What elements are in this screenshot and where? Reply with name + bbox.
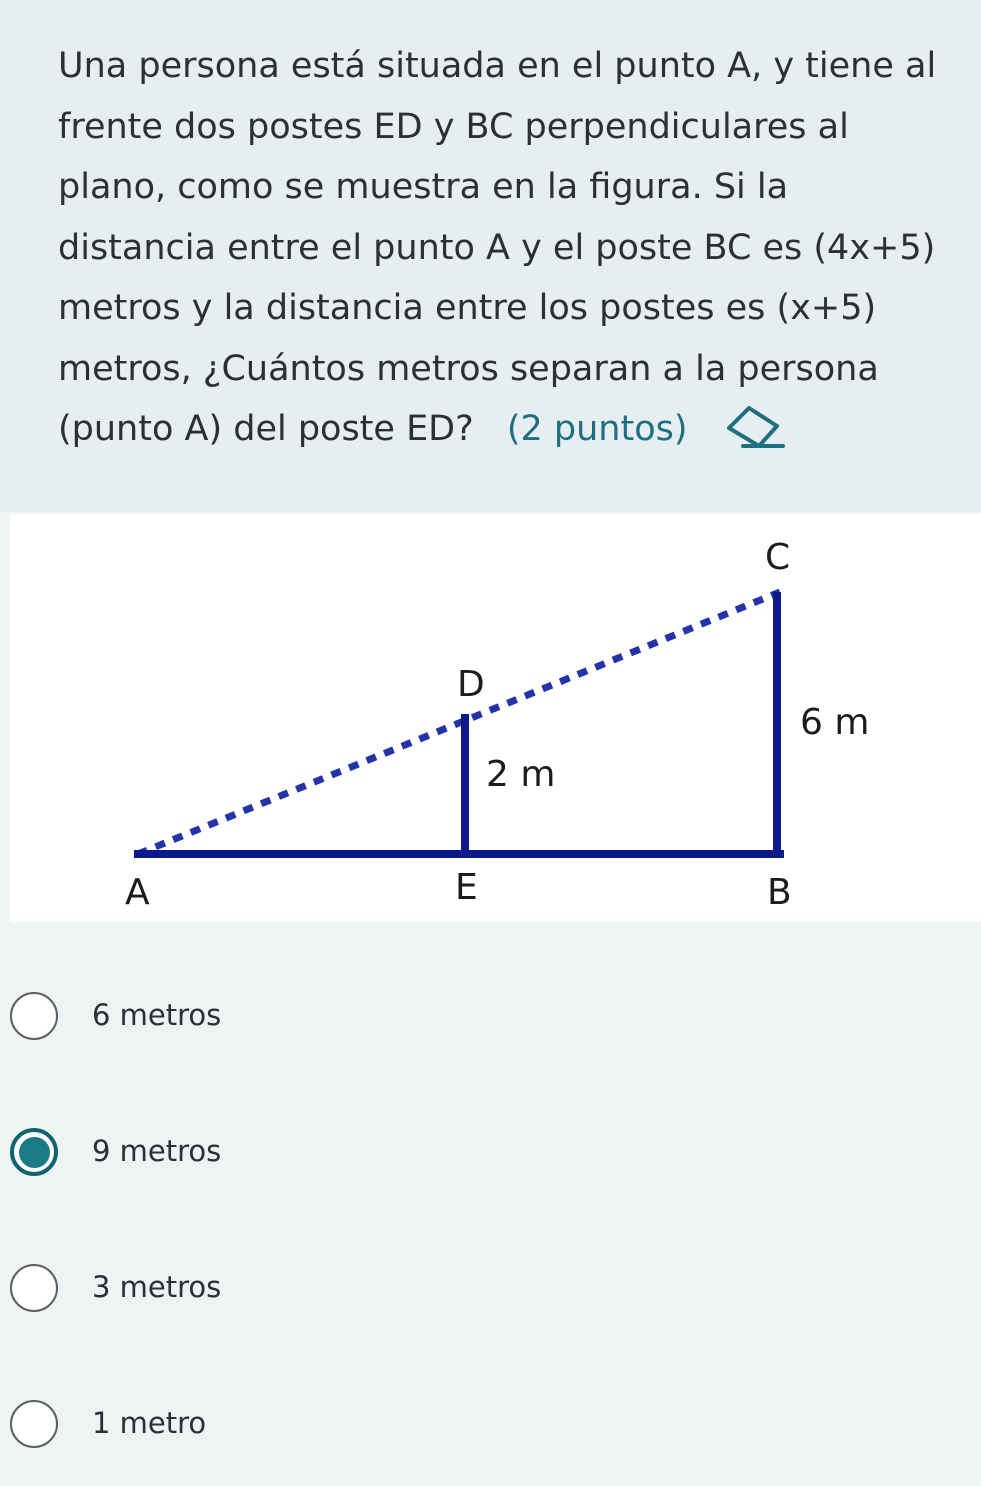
points-badge: (2 puntos) (506, 409, 688, 449)
question-line-last (58, 399, 958, 470)
question-line: distancia entre el punto A y el poste BC es (4x+5) (58, 227, 936, 268)
option-label: 3 metros (92, 1270, 222, 1304)
label-d: D (457, 664, 485, 705)
option-1-metro[interactable] (0, 1376, 981, 1486)
label-a: A (125, 872, 150, 913)
option-3-metros[interactable] (0, 1240, 981, 1350)
figure-panel (10, 514, 981, 922)
label-b: B (767, 872, 792, 913)
eraser-icon[interactable] (725, 406, 787, 470)
question-line: frente dos postes ED y BC perpendiculares al (58, 106, 849, 147)
question-line: metros y la distancia entre los postes es (x+5) (58, 288, 877, 328)
question-line: (punto A) del poste ED? (58, 409, 474, 449)
radio-button-selected[interactable] (10, 1128, 58, 1176)
radio-button[interactable] (10, 1264, 58, 1312)
question-line: Una persona está situada en el punto A, y tiene al (58, 46, 937, 86)
radio-button[interactable] (10, 992, 58, 1040)
label-pole-ed-height: 2 m (486, 754, 556, 795)
sight-line-dashed (138, 592, 780, 854)
option-label: 6 metros (92, 998, 222, 1032)
option-label: 9 metros (92, 1134, 222, 1168)
radio-button[interactable] (10, 1400, 58, 1448)
question-line: plano, como se muestra en la figura. Si la (58, 167, 789, 207)
label-e: E (455, 867, 478, 908)
question-text (58, 36, 958, 470)
triangle-diagram (10, 514, 981, 922)
label-pole-bc-height: 6 m (800, 702, 870, 743)
question-panel (0, 0, 981, 512)
option-6-metros[interactable] (0, 968, 981, 1078)
option-label: 1 metro (92, 1406, 207, 1440)
question-line: metros, ¿Cuántos metros separan a la persona (58, 348, 879, 389)
option-9-metros[interactable] (0, 1104, 981, 1214)
label-c: C (765, 537, 791, 578)
